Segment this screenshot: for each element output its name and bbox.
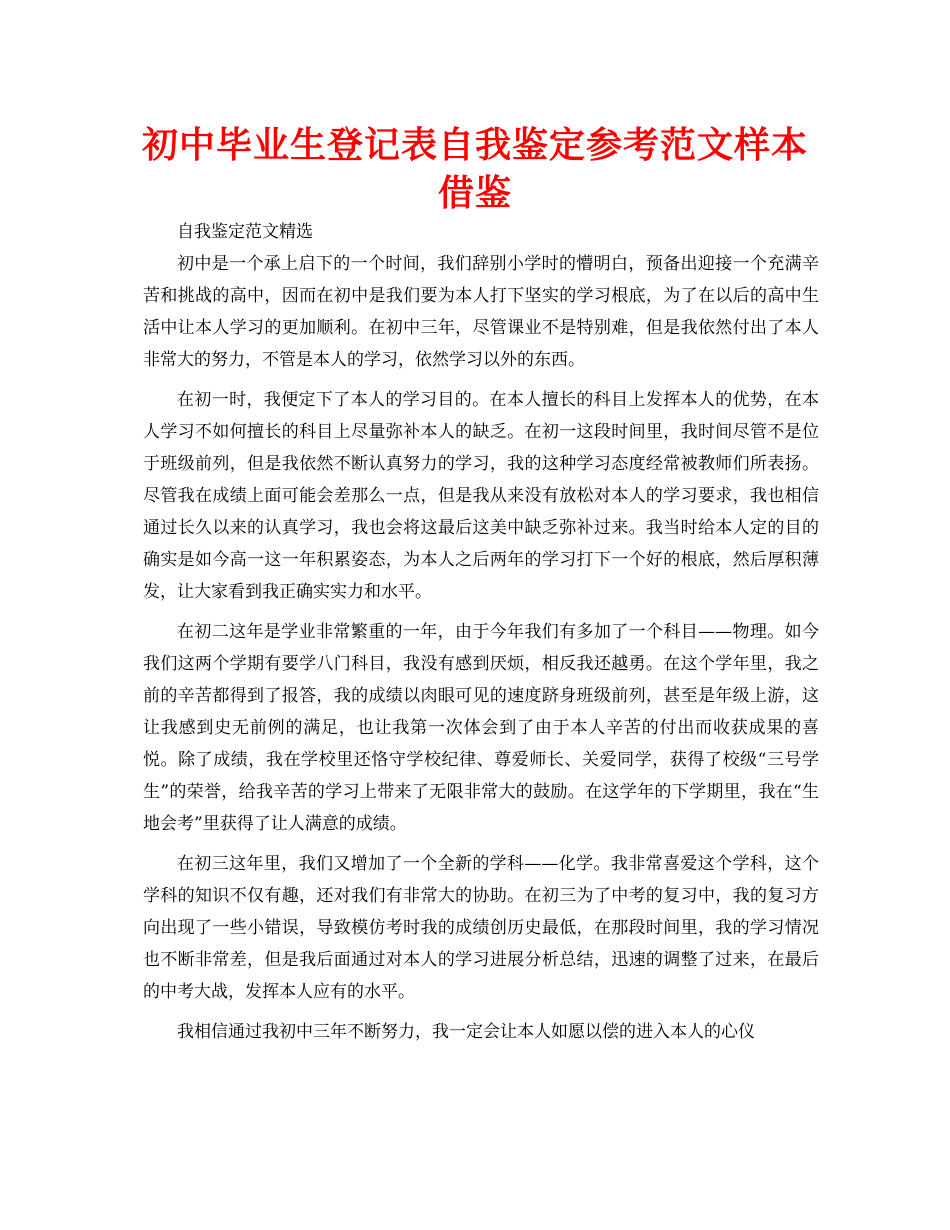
paragraph-1: 初中是一个承上启下的一个时间，我们辞别小学时的懵明白，预备出迎接一个充满辛苦和挑战的高中，因而在初中是我们要为本人打下坚实的学习根底，为了在以后的高中生活中让本人学习的更加顺利。在初中三年，尽管课业不是特别难，但是我依然付出了本人非常大的努力，不管是本人的学习，依然学习以外的东西。: [143, 254, 819, 370]
document-title-line-2: 借鉴: [437, 173, 512, 214]
paragraph-4: 在初三这年里，我们又增加了一个全新的学科——化学。我非常喜爱这个学科，这个学科的知识不仅有趣，还对我们有非常大的协助。在初三为了中考的复习中，我的复习方向出现了一些小错误，导致模仿考时我的成绩创历史最低，在那段时间里，我的学习情况也不断非常差，但是我后面通过对本人的学习进展分析总结，迅速的调整了过来，在最后的中考大战，发挥本人应有的水平。: [143, 854, 819, 1002]
paragraph-5: 我相信通过我初中三年不断努力，我一定会让本人如愿以偿的进入本人的心仪: [177, 1022, 755, 1042]
document-subheading: 自我鉴定范文精选: [177, 222, 313, 242]
paragraph-2: 在初一时，我便定下了本人的学习目的。在本人擅长的科目上发挥本人的优势，在本人学习不如何擅长的科目上尽量弥补本人的缺乏。在初一这段时间里，我时间尽管不是位于班级前列，但是我依然不断认真努力的学习，我的这种学习态度经常被教师们所表扬。尽管我在成绩上面可能会差那么一点，但是我从来没有放松对本人的学习要求，我也相信通过长久以来的认真学习，我也会将这最后这美中缺乏弥补过来。我当时给本人定的目的确实是如今高一这一年积累姿态，为本人之后两年的学习打下一个好的根底，然后厚积薄发，让大家看到我正确实实力和水平。: [143, 390, 819, 602]
paragraph-3: 在初二这年是学业非常繁重的一年，由于今年我们有多加了一个科目——物理。如今我们这两个学期有要学八门科目，我没有感到厌烦，相反我还越勇。在这个学年里，我之前的辛苦都得到了报答，我的成绩以肉眼可见的速度跻身班级前列，甚至是年级上游，这让我感到史无前例的满足，也让我第一次体会到了由于本人辛苦的付出而收获成果的喜悦。除了成绩，我在学校里还恪守学校纪律、尊爱师长、关爱同学，获得了校级“三号学生”的荣誉，给我辛苦的学习上带来了无限非常大的鼓励。在这学年的下学期里，我在“生地会考”里获得了让人满意的成绩。: [143, 622, 819, 834]
document-body: [143, 216, 819, 1056]
document-title-line-1: 初中毕业生登记表自我鉴定参考范文样本: [141, 125, 808, 166]
